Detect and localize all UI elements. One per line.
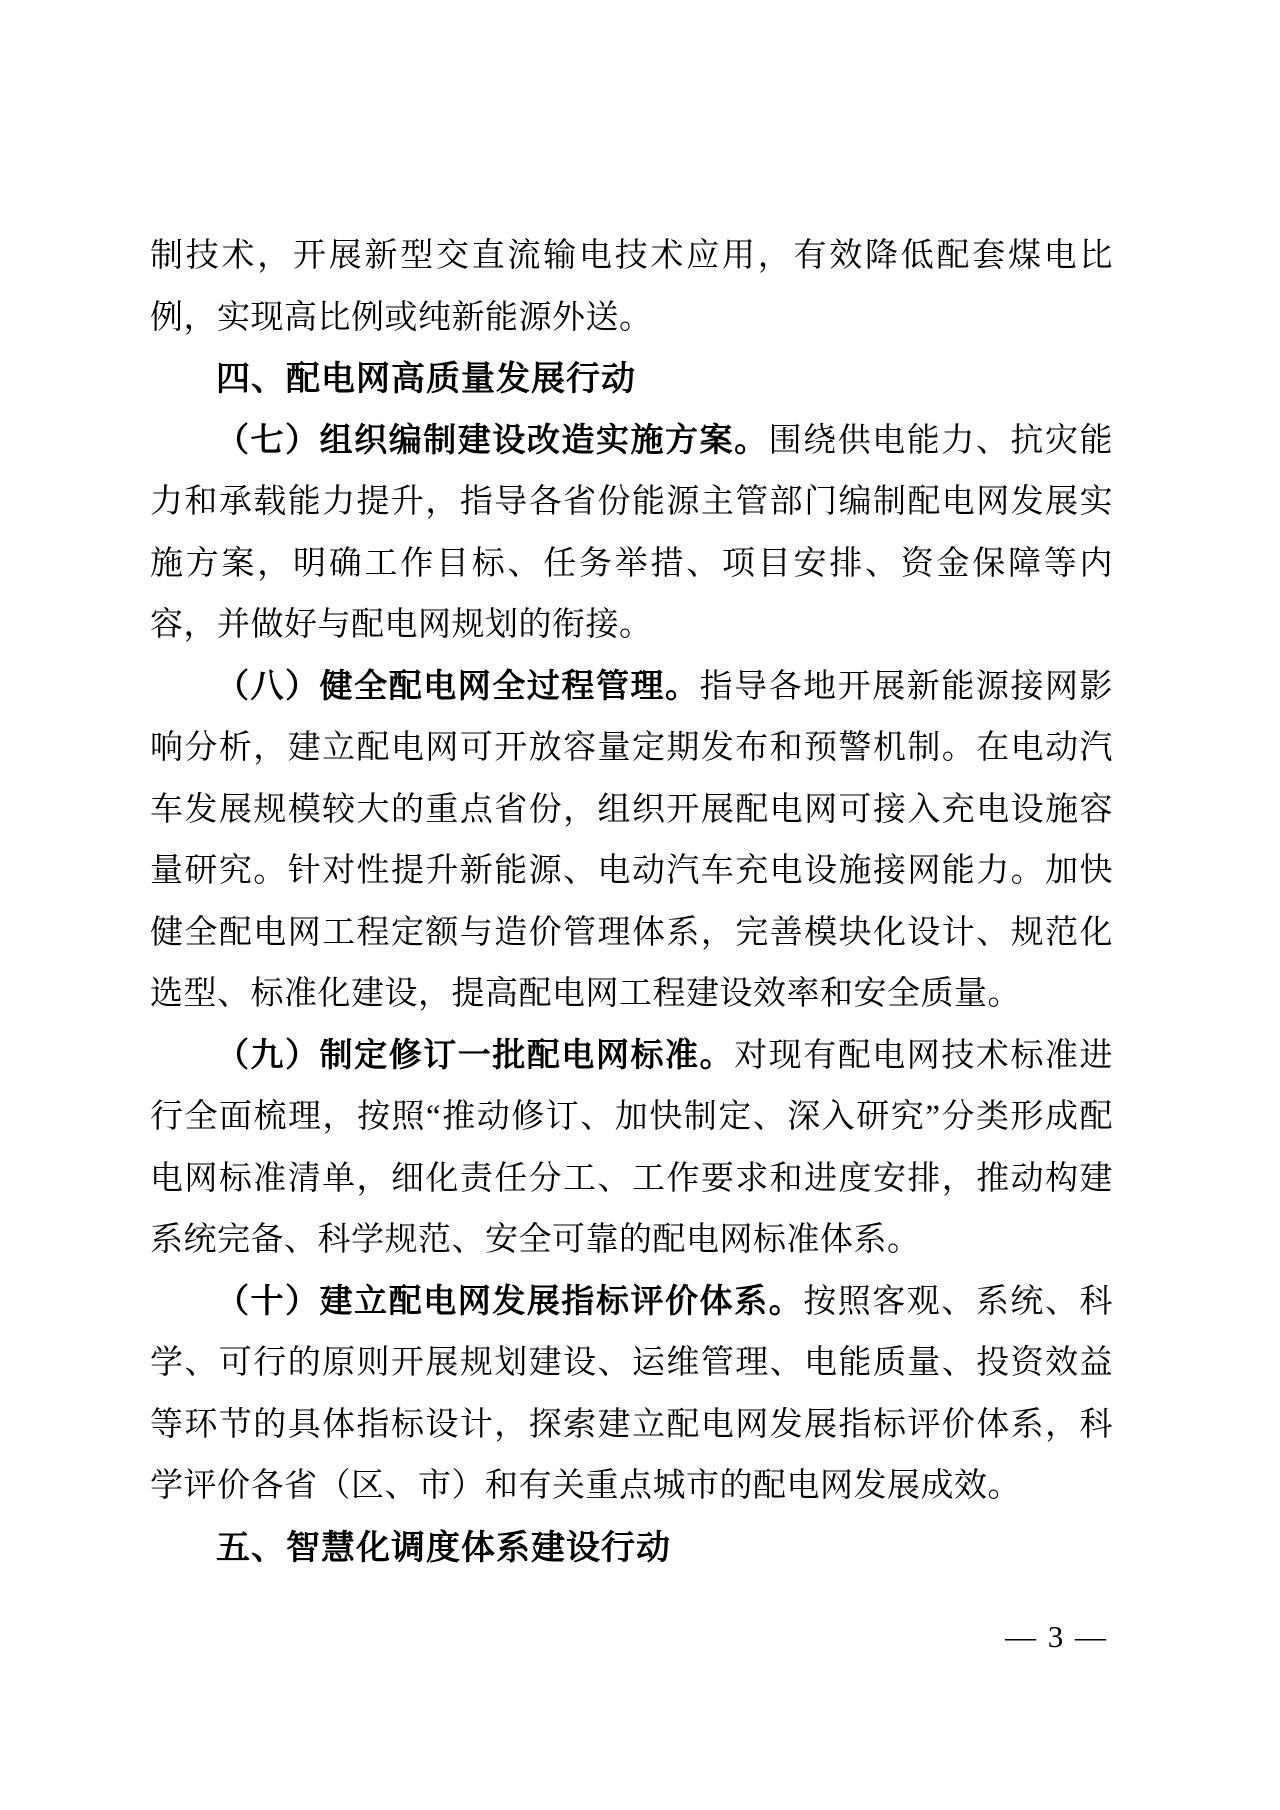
paragraph-text: 制技术，开展新型交直流输电技术应用，有效降低配套煤电比例，实现高比例或纯新能源外送。 — [150, 238, 1113, 336]
section-heading — [150, 1518, 1113, 1580]
paragraph — [150, 1272, 1113, 1518]
paragraph-text: 围绕供电能力、抗灾能力和承载能力提升，指导各省份能源主管部门编制配电网发展实施方案，明确工作目标、任务举措、项目安排、资金保障等内容，并做好与配电网规划的衔接。 — [150, 422, 1114, 643]
paragraph-text: 对现有配电网技术标准进行全面梳理，按照“推动修订、加快制定、深入研究”分类形成配电网标准清单，细化责任分工、工作要求和进度安排，推动构建系统完备、科学规范、安全可靠的配电网标准体系。 — [150, 1037, 1114, 1258]
paragraph-text: 指导各地开展新能源接网影响分析，建立配电网可开放容量定期发布和预警机制。在电动汽车发展规模较大的重点省份，组织开展配电网可接入充电设施容量研究。针对性提升新能源、电动汽车充电设施接网能力。加快健全配电网工程定额与造价管理体系，完善模块化设计、规范化选型、标准化建设，提高配电网工程建设效率和安全质量。 — [150, 668, 1114, 1012]
section-heading-text: 五、智慧化调度体系建设行动 — [216, 1528, 671, 1567]
paragraph-lead: （十）建立配电网发展指标评价体系。 — [216, 1283, 804, 1320]
paragraph-lead: （八）健全配电网全过程管理。 — [216, 668, 700, 705]
paragraph-text: 按照客观、系统、科学、可行的原则开展规划建设、运维管理、电能质量、投资效益等环节的具体指标设计，探索建立配电网发展指标评价体系，科学评价各省（区、市）和有关重点城市的配电网发展成效。 — [150, 1283, 1114, 1504]
paragraph — [150, 657, 1113, 1026]
paragraph-lead: （七）组织编制建设改造实施方案。 — [216, 422, 769, 459]
paragraph — [150, 226, 1113, 349]
paragraph — [150, 1026, 1113, 1272]
document-body — [150, 226, 1113, 1579]
section-heading — [150, 349, 1113, 411]
section-heading-text: 四、配电网高质量发展行动 — [216, 360, 636, 398]
paragraph — [150, 411, 1113, 657]
paragraph-lead: （九）制定修订一批配电网标准。 — [216, 1037, 735, 1074]
page-number: — 3 — — [1005, 1619, 1108, 1654]
